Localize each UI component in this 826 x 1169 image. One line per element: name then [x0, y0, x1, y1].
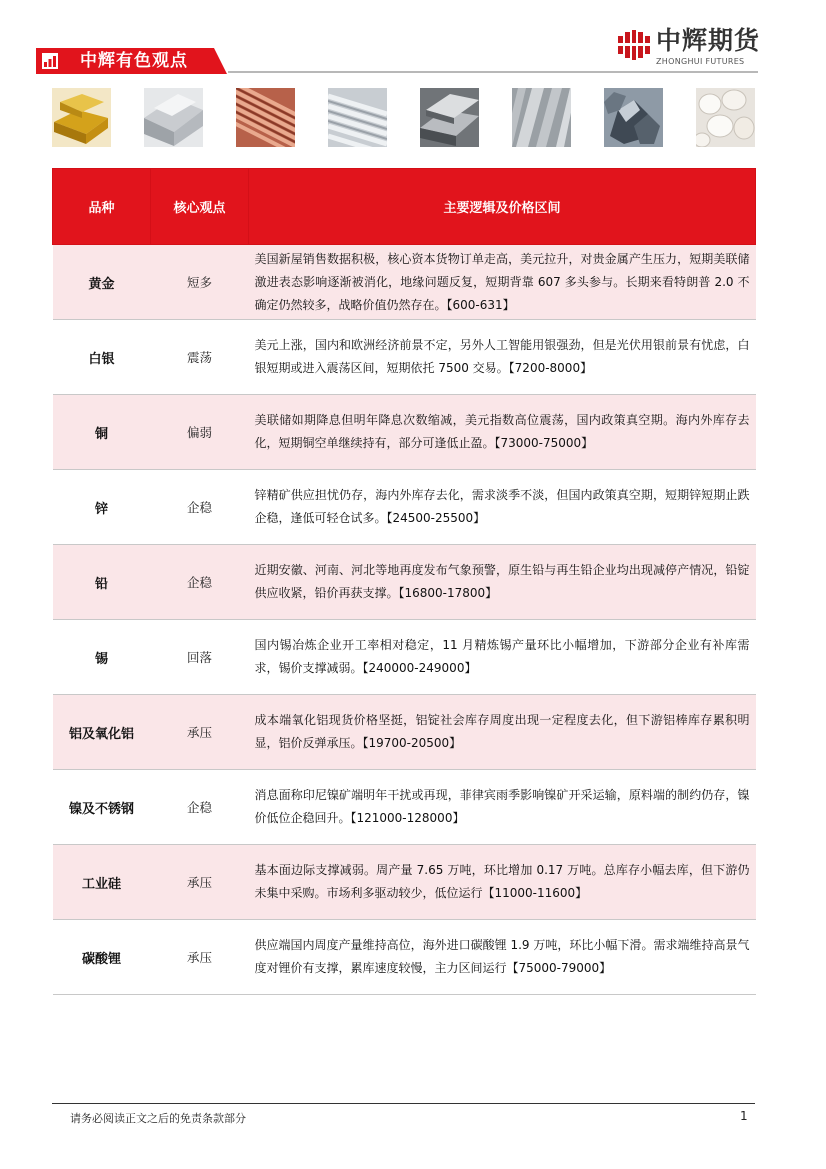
table-row: [53, 620, 756, 695]
col-header-variety: 品种: [53, 169, 151, 245]
variety-cell: 锡: [53, 620, 151, 695]
view-cell: 承压: [151, 920, 249, 995]
logic-cell: 美元上涨，国内和欧洲经济前景不定，另外人工智能用银强劲，但是光伏用银前景有忧虑，白银短期或进入震荡区间，短期依托 7500 交易。【7200-8000】: [249, 320, 756, 395]
view-cell: 偏弱: [151, 395, 249, 470]
view-cell: 短多: [151, 245, 249, 320]
table-row: [53, 845, 756, 920]
page-number: 1: [740, 1109, 748, 1123]
logic-cell: 消息面称印尼镍矿端明年干扰或再现，菲律宾雨季影响镍矿开采运输，原料端的制约仍存，镍价低位企稳回升。【121000-128000】: [249, 770, 756, 845]
zinc-ingots-image: [328, 88, 387, 147]
logic-cell: 供应端国内周度产量维持高位，海外进口碳酸锂 1.9 万吨，环比小幅下滑。需求端维持高景气度对锂价有支撑，累库速度较慢，主力区间运行【75000-79000】: [249, 920, 756, 995]
variety-cell: 黄金: [53, 245, 151, 320]
tin-ingots-image: [420, 88, 479, 147]
footer-disclaimer: 请务必阅读正文之后的免责条款部分: [70, 1112, 246, 1125]
logo-text-cn: 中辉期货: [656, 26, 761, 55]
gold-bars-image: [52, 88, 111, 147]
variety-cell: 镍及不锈钢: [53, 770, 151, 845]
view-cell: 震荡: [151, 320, 249, 395]
variety-cell: 铝及氧化铝: [53, 695, 151, 770]
table-row: [53, 470, 756, 545]
view-cell: 承压: [151, 695, 249, 770]
chart-icon: [42, 53, 58, 69]
table-row: [53, 245, 756, 320]
logic-cell: 美联储如期降息但明年降息次数缩减，美元指数高位震荡，国内政策真空期。海内外库存去化，短期铜空单继续持有，部分可逢低止盈。【73000-75000】: [249, 395, 756, 470]
logo-mark-icon: [618, 30, 650, 60]
table-row: [53, 395, 756, 470]
view-cell: 企稳: [151, 770, 249, 845]
variety-cell: 锌: [53, 470, 151, 545]
logo-text-en: ZHONGHUI FUTURES: [656, 57, 745, 66]
col-header-view: 核心观点: [151, 169, 249, 245]
variety-cell: 白银: [53, 320, 151, 395]
table-row: [53, 545, 756, 620]
logic-cell: 国内锡冶炼企业开工率相对稳定，11 月精炼锡产量环比小幅增加，下游部分企业有补库需求，锡价支撑减弱。【240000-249000】: [249, 620, 756, 695]
variety-cell: 工业硅: [53, 845, 151, 920]
view-cell: 回落: [151, 620, 249, 695]
section-title: 中辉有色观点: [80, 51, 188, 71]
variety-cell: 碳酸锂: [53, 920, 151, 995]
footer-rule: [52, 1103, 755, 1104]
logic-cell: 美国新屋销售数据积极，核心资本货物订单走高，美元拉升，对贵金属产生压力，短期美联储激进表态影响逐渐被消化，地缘问题反复，短期背靠 607 多头参与。长期来看特朗普 2.0 不确定仍然较多，战略价值仍然存在。【600-631】: [249, 245, 756, 320]
table-row: [53, 920, 756, 995]
header-rule: [228, 71, 758, 73]
company-logo: [618, 26, 768, 70]
col-header-logic: 主要逻辑及价格区间: [249, 169, 756, 245]
variety-cell: 铜: [53, 395, 151, 470]
view-cell: 承压: [151, 845, 249, 920]
table-header-row: [53, 169, 756, 245]
view-cell: 企稳: [151, 545, 249, 620]
view-cell: 企稳: [151, 470, 249, 545]
logic-cell: 近期安徽、河南、河北等地再度发布气象预警，原生铅与再生铅企业均出现减停产情况，铅锭供应收紧，铅价再获支撑。【16800-17800】: [249, 545, 756, 620]
aluminium-ingots-image: [144, 88, 203, 147]
logic-cell: 成本端氧化铝现货价格坚挺，铝锭社会库存周度出现一定程度去化，但下游铝棒库存累积明显，铝价反弹承压。【19700-20500】: [249, 695, 756, 770]
nickel-lumps-image: [604, 88, 663, 147]
logic-cell: 基本面边际支撑减弱。周产量 7.65 万吨，环比增加 0.17 万吨。总库存小幅去库，但下游仍未集中采购。市场利多驱动较少，低位运行【11000-11600】: [249, 845, 756, 920]
variety-cell: 铅: [53, 545, 151, 620]
table-row: [53, 770, 756, 845]
metals-view-table: [52, 168, 756, 995]
table-row: [53, 695, 756, 770]
logic-cell: 锌精矿供应担忧仍存，海内外库存去化，需求淡季不淡，但国内政策真空期，短期锌短期止跌企稳，逢低可轻仓试多。【24500-25500】: [249, 470, 756, 545]
table-row: [53, 320, 756, 395]
section-header-tab: [36, 48, 226, 74]
tin-bars-image: [512, 88, 571, 147]
copper-wire-image: [236, 88, 295, 147]
silicon-chunks-image: [696, 88, 755, 147]
